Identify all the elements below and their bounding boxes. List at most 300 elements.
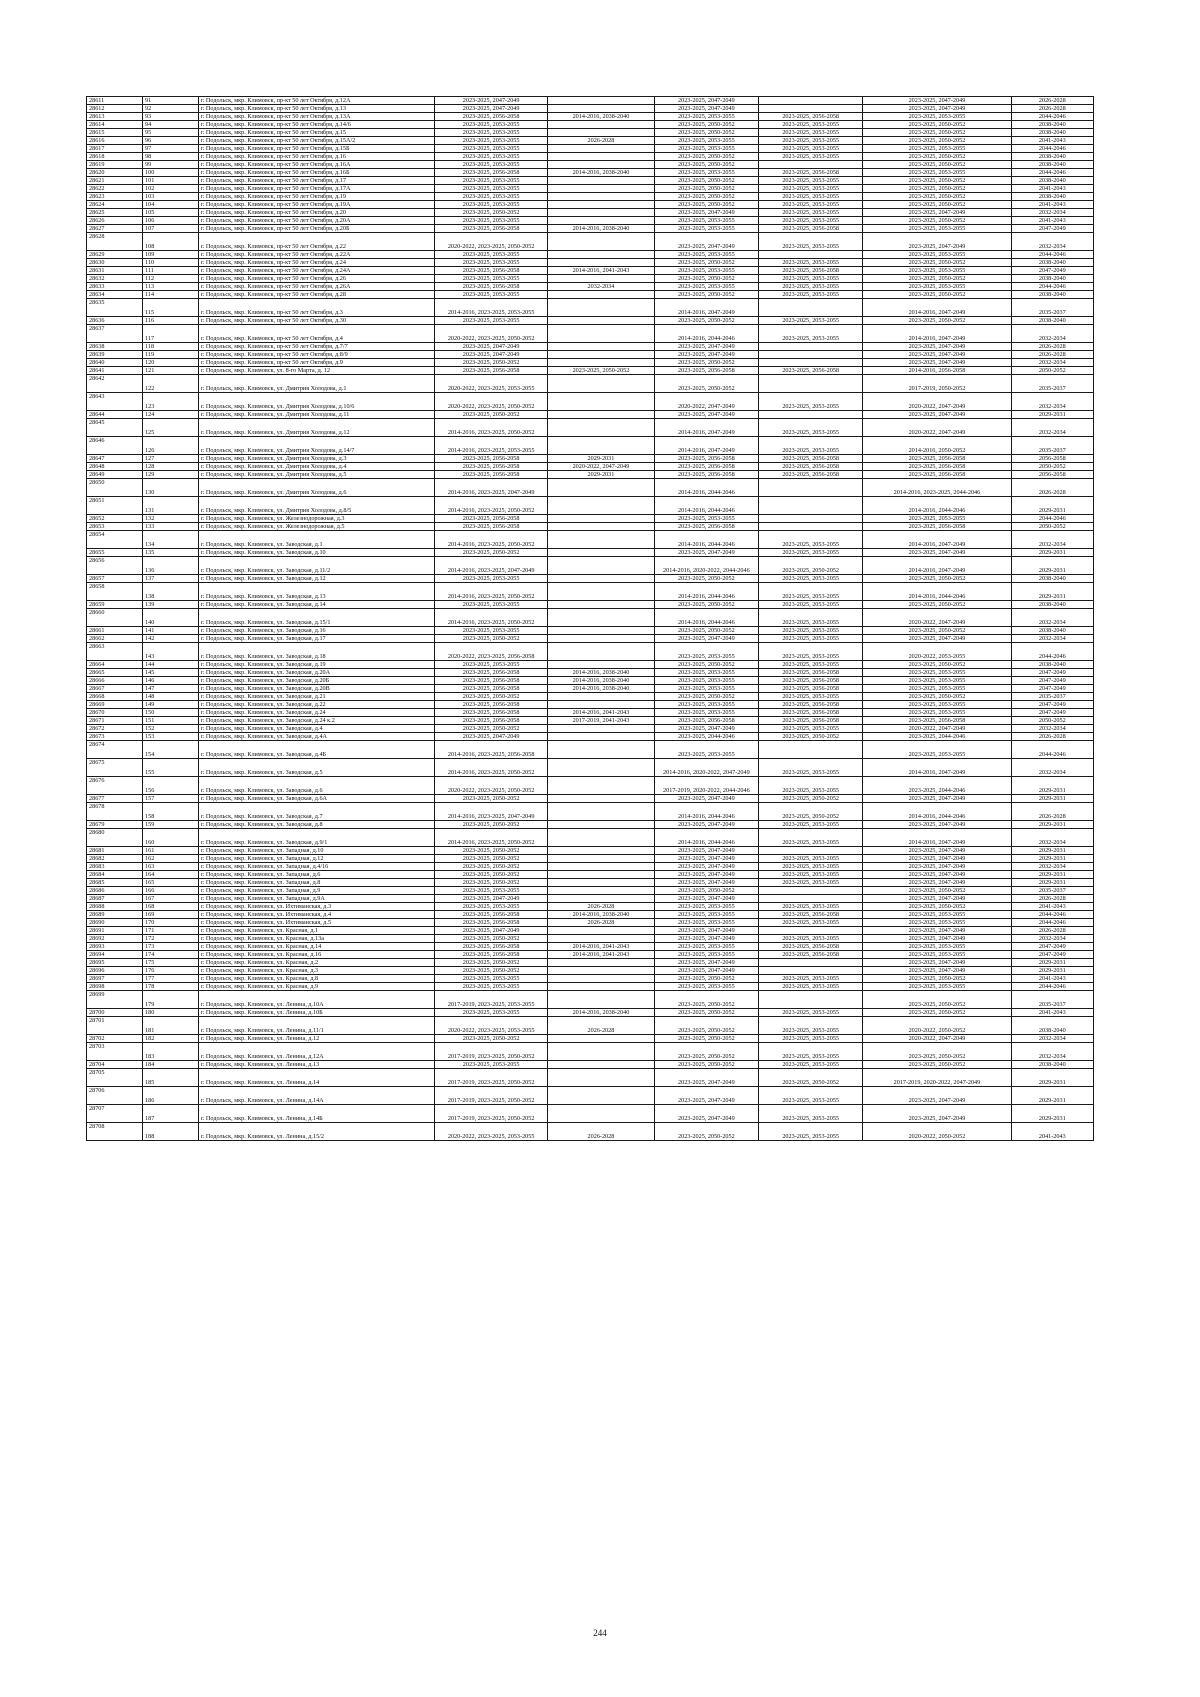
period-4-cell: 2023-2025, 2053-2055: [759, 325, 863, 343]
table-row: [87, 685, 1094, 693]
final-period-cell: 2029-2031: [1011, 967, 1093, 975]
period-3-cell: 2023-2025, 2050-2052: [654, 177, 758, 185]
period-3-cell: 2023-2025, 2047-2049: [654, 855, 758, 863]
row-number-cell: 182: [143, 1035, 199, 1043]
row-id-cell: 28706: [87, 1087, 143, 1105]
period-1-cell: 2023-2025, 2056-2058: [435, 113, 548, 121]
period-4-cell: 2023-2025, 2056-2058: [759, 455, 863, 463]
table-row: [87, 471, 1094, 479]
row-number-cell: 181: [143, 1017, 199, 1035]
final-period-cell: 2047-2049: [1011, 267, 1093, 275]
period-4-cell: 2023-2025, 2053-2055: [759, 201, 863, 209]
period-1-cell: 2023-2025, 2056-2058: [435, 169, 548, 177]
address-cell: г. Подольск, мкр. Климовск, ул. Красная, д.1: [199, 927, 435, 935]
row-id-cell: 28636: [87, 317, 143, 325]
period-4-cell: 2023-2025, 2053-2055: [759, 635, 863, 643]
period-5-cell: 2023-2025, 2050-2052: [863, 153, 1011, 161]
period-1-cell: 2023-2025, 2050-2052: [435, 635, 548, 643]
period-5-cell: 2023-2025, 2044-2046: [863, 733, 1011, 741]
row-number-cell: 92: [143, 105, 199, 113]
period-5-cell: 2023-2025, 2047-2049: [863, 1105, 1011, 1123]
period-5-cell: 2017-2019, 2050-2052: [863, 375, 1011, 393]
table-row: [87, 871, 1094, 879]
period-2-cell: [548, 635, 655, 643]
period-2-cell: [548, 725, 655, 733]
address-cell: г. Подольск, мкр. Климовск, пр-кт 50 лет Октября, д.4: [199, 325, 435, 343]
period-3-cell: 2014-2016, 2044-2046: [654, 325, 758, 343]
row-id-cell: 28613: [87, 113, 143, 121]
table-row: [87, 1123, 1094, 1141]
row-number-cell: 166: [143, 887, 199, 895]
period-1-cell: 2023-2025, 2053-2055: [435, 217, 548, 225]
row-id-cell: 28614: [87, 121, 143, 129]
final-period-cell: 2044-2046: [1011, 741, 1093, 759]
period-5-cell: 2023-2025, 2053-2055: [863, 225, 1011, 233]
period-2-cell: [548, 153, 655, 161]
period-2-cell: [548, 777, 655, 795]
period-5-cell: 2023-2025, 2053-2055: [863, 669, 1011, 677]
row-id-cell: 28700: [87, 1009, 143, 1017]
period-3-cell: 2023-2025, 2053-2055: [654, 741, 758, 759]
period-4-cell: 2023-2025, 2053-2055: [759, 185, 863, 193]
period-1-cell: 2017-2019, 2023-2025, 2050-2052: [435, 1069, 548, 1087]
final-period-cell: 2035-2037: [1011, 437, 1093, 455]
row-number-cell: 138: [143, 583, 199, 601]
period-3-cell: 2023-2025, 2050-2052: [654, 317, 758, 325]
period-5-cell: 2023-2025, 2047-2049: [863, 847, 1011, 855]
period-5-cell: 2023-2025, 2047-2049: [863, 351, 1011, 359]
period-4-cell: 2023-2025, 2053-2055: [759, 759, 863, 777]
period-1-cell: 2023-2025, 2053-2055: [435, 251, 548, 259]
period-1-cell: 2023-2025, 2053-2055: [435, 193, 548, 201]
period-4-cell: 2023-2025, 2053-2055: [759, 855, 863, 863]
period-1-cell: 2014-2016, 2023-2025, 2053-2055: [435, 437, 548, 455]
row-number-cell: 154: [143, 741, 199, 759]
row-id-cell: 28612: [87, 105, 143, 113]
address-cell: г. Подольск, мкр. Климовск, ул. Заводская, д.22: [199, 701, 435, 709]
final-period-cell: 2044-2046: [1011, 251, 1093, 259]
period-2-cell: [548, 583, 655, 601]
period-3-cell: 2023-2025, 2050-2052: [654, 693, 758, 701]
period-3-cell: 2023-2025, 2050-2052: [654, 161, 758, 169]
address-cell: г. Подольск, мкр. Климовск, ул. 8-го Марта, д. 12: [199, 367, 435, 375]
period-4-cell: 2023-2025, 2053-2055: [759, 283, 863, 291]
final-period-cell: 2026-2028: [1011, 351, 1093, 359]
period-5-cell: 2020-2022, 2050-2052: [863, 1123, 1011, 1141]
period-4-cell: 2023-2025, 2050-2052: [759, 557, 863, 575]
table-row: [87, 847, 1094, 855]
period-5-cell: 2023-2025, 2047-2049: [863, 343, 1011, 351]
address-cell: г. Подольск, мкр. Климовск, ул. Заводская, д.5: [199, 759, 435, 777]
period-5-cell: 2023-2025, 2053-2055: [863, 701, 1011, 709]
row-id-cell: 28615: [87, 129, 143, 137]
period-4-cell: [759, 967, 863, 975]
table-row: [87, 967, 1094, 975]
row-id-cell: 28640: [87, 359, 143, 367]
row-number-cell: 186: [143, 1087, 199, 1105]
period-4-cell: 2023-2025, 2053-2055: [759, 259, 863, 267]
period-3-cell: 2023-2025, 2047-2049: [654, 863, 758, 871]
period-2-cell: [548, 375, 655, 393]
row-number-cell: 112: [143, 275, 199, 283]
period-2-cell: [548, 1043, 655, 1061]
period-4-cell: 2023-2025, 2053-2055: [759, 317, 863, 325]
period-2-cell: [548, 351, 655, 359]
row-number-cell: 142: [143, 635, 199, 643]
period-2-cell: [548, 1035, 655, 1043]
table-row: [87, 927, 1094, 935]
period-2-cell: [548, 847, 655, 855]
period-1-cell: 2023-2025, 2050-2052: [435, 1035, 548, 1043]
period-3-cell: 2014-2016, 2044-2046: [654, 609, 758, 627]
period-5-cell: 2014-2016, 2047-2049: [863, 531, 1011, 549]
period-2-cell: [548, 497, 655, 515]
row-number-cell: 127: [143, 455, 199, 463]
table-row: [87, 193, 1094, 201]
final-period-cell: 2029-2031: [1011, 847, 1093, 855]
table-row: [87, 153, 1094, 161]
period-2-cell: [548, 803, 655, 821]
period-3-cell: 2023-2025, 2050-2052: [654, 887, 758, 895]
period-3-cell: 2023-2025, 2047-2049: [654, 549, 758, 557]
period-3-cell: 2023-2025, 2050-2052: [654, 661, 758, 669]
final-period-cell: 2032-2034: [1011, 233, 1093, 251]
period-5-cell: 2023-2025, 2047-2049: [863, 635, 1011, 643]
row-number-cell: 145: [143, 669, 199, 677]
table-row: [87, 291, 1094, 299]
period-3-cell: 2023-2025, 2047-2049: [654, 967, 758, 975]
period-2-cell: [548, 601, 655, 609]
period-5-cell: 2023-2025, 2050-2052: [863, 201, 1011, 209]
final-period-cell: 2044-2046: [1011, 169, 1093, 177]
table-row: [87, 855, 1094, 863]
row-id-cell: 28652: [87, 515, 143, 523]
table-row: [87, 1061, 1094, 1069]
row-id-cell: 28663: [87, 643, 143, 661]
table-row: [87, 575, 1094, 583]
period-4-cell: 2023-2025, 2053-2055: [759, 725, 863, 733]
row-id-cell: 28697: [87, 975, 143, 983]
period-1-cell: 2023-2025, 2050-2052: [435, 863, 548, 871]
row-id-cell: 28629: [87, 251, 143, 259]
period-1-cell: 2023-2025, 2047-2049: [435, 895, 548, 903]
row-number-cell: 116: [143, 317, 199, 325]
final-period-cell: 2041-2043: [1011, 185, 1093, 193]
table-row: [87, 935, 1094, 943]
address-cell: г. Подольск, мкр. Климовск, ул. Заводская, д.12: [199, 575, 435, 583]
table-row: [87, 1043, 1094, 1061]
address-cell: г. Подольск, мкр. Климовск, ул. Заводская, д.14: [199, 601, 435, 609]
period-1-cell: 2023-2025, 2056-2058: [435, 471, 548, 479]
period-2-cell: [548, 1061, 655, 1069]
row-id-cell: 28704: [87, 1061, 143, 1069]
table-row: [87, 479, 1094, 497]
row-id-cell: 28674: [87, 741, 143, 759]
row-number-cell: 176: [143, 967, 199, 975]
table-row: [87, 121, 1094, 129]
address-cell: г. Подольск, мкр. Климовск, ул. Заводская, д.4Б: [199, 741, 435, 759]
final-period-cell: 2047-2049: [1011, 709, 1093, 717]
final-period-cell: 2050-2052: [1011, 367, 1093, 375]
period-2-cell: [548, 121, 655, 129]
period-3-cell: 2023-2025, 2047-2049: [654, 105, 758, 113]
period-3-cell: 2023-2025, 2050-2052: [654, 291, 758, 299]
period-5-cell: 2023-2025, 2050-2052: [863, 627, 1011, 635]
period-2-cell: [548, 325, 655, 343]
period-5-cell: 2023-2025, 2050-2052: [863, 1043, 1011, 1061]
row-id-cell: 28699: [87, 991, 143, 1009]
address-cell: г. Подольск, мкр. Климовск, ул. Заводская, д.6А: [199, 795, 435, 803]
period-3-cell: 2023-2025, 2053-2055: [654, 267, 758, 275]
final-period-cell: 2044-2046: [1011, 643, 1093, 661]
row-id-cell: 28683: [87, 863, 143, 871]
period-1-cell: 2023-2025, 2053-2055: [435, 201, 548, 209]
row-id-cell: 28618: [87, 153, 143, 161]
period-5-cell: 2023-2025, 2047-2049: [863, 233, 1011, 251]
address-cell: г. Подольск, мкр. Климовск, ул. Заводская, д.19: [199, 661, 435, 669]
period-3-cell: 2023-2025, 2047-2049: [654, 209, 758, 217]
period-1-cell: 2023-2025, 2047-2049: [435, 343, 548, 351]
period-5-cell: 2023-2025, 2050-2052: [863, 903, 1011, 911]
table-row: [87, 367, 1094, 375]
period-4-cell: 2023-2025, 2053-2055: [759, 1043, 863, 1061]
address-cell: г. Подольск, мкр. Климовск, ул. Ленина, д.14: [199, 1069, 435, 1087]
period-3-cell: 2023-2025, 2053-2055: [654, 217, 758, 225]
period-1-cell: 2020-2022, 2023-2025, 2053-2055: [435, 375, 548, 393]
period-5-cell: 2023-2025, 2053-2055: [863, 951, 1011, 959]
address-cell: г. Подольск, мкр. Климовск, ул. Красная, д.13а: [199, 935, 435, 943]
table-row: [87, 419, 1094, 437]
row-id-cell: 28650: [87, 479, 143, 497]
period-1-cell: 2023-2025, 2056-2058: [435, 283, 548, 291]
row-number-cell: 155: [143, 759, 199, 777]
period-4-cell: [759, 105, 863, 113]
period-1-cell: 2020-2022, 2023-2025, 2053-2055: [435, 1123, 548, 1141]
period-4-cell: [759, 299, 863, 317]
period-5-cell: 2014-2016, 2044-2046: [863, 497, 1011, 515]
period-3-cell: 2023-2025, 2050-2052: [654, 375, 758, 393]
period-3-cell: 2023-2025, 2050-2052: [654, 627, 758, 635]
period-1-cell: 2023-2025, 2047-2049: [435, 105, 548, 113]
period-2-cell: [548, 863, 655, 871]
final-period-cell: 2029-2031: [1011, 1069, 1093, 1087]
row-number-cell: 151: [143, 717, 199, 725]
row-id-cell: 28657: [87, 575, 143, 583]
row-id-cell: 28687: [87, 895, 143, 903]
register-table: [86, 96, 1094, 1141]
final-period-cell: 2032-2034: [1011, 829, 1093, 847]
period-2-cell: [548, 557, 655, 575]
row-id-cell: 28622: [87, 185, 143, 193]
address-cell: г. Подольск, мкр. Климовск, ул. Ленина, д.10А: [199, 991, 435, 1009]
period-3-cell: 2023-2025, 2053-2055: [654, 251, 758, 259]
final-period-cell: 2029-2031: [1011, 795, 1093, 803]
period-2-cell: [548, 759, 655, 777]
period-1-cell: 2023-2025, 2047-2049: [435, 351, 548, 359]
address-cell: г. Подольск, мкр. Климовск, пр-кт 50 лет Октября, д.20Б: [199, 225, 435, 233]
period-4-cell: 2023-2025, 2056-2058: [759, 717, 863, 725]
period-4-cell: 2023-2025, 2053-2055: [759, 1123, 863, 1141]
period-3-cell: 2023-2025, 2053-2055: [654, 169, 758, 177]
period-1-cell: 2023-2025, 2056-2058: [435, 701, 548, 709]
period-3-cell: 2023-2025, 2047-2049: [654, 635, 758, 643]
row-id-cell: 28684: [87, 871, 143, 879]
period-4-cell: 2023-2025, 2050-2052: [759, 733, 863, 741]
row-number-cell: 156: [143, 777, 199, 795]
final-period-cell: 2029-2031: [1011, 871, 1093, 879]
final-period-cell: 2044-2046: [1011, 113, 1093, 121]
row-id-cell: 28631: [87, 267, 143, 275]
period-2-cell: [548, 627, 655, 635]
final-period-cell: 2032-2034: [1011, 1043, 1093, 1061]
period-4-cell: 2023-2025, 2053-2055: [759, 531, 863, 549]
final-period-cell: 2041-2043: [1011, 975, 1093, 983]
period-2-cell: 2014-2016, 2038-2040: [548, 911, 655, 919]
period-1-cell: 2023-2025, 2050-2052: [435, 359, 548, 367]
row-number-cell: 111: [143, 267, 199, 275]
period-3-cell: 2023-2025, 2047-2049: [654, 97, 758, 105]
period-5-cell: 2023-2025, 2050-2052: [863, 193, 1011, 201]
period-1-cell: 2023-2025, 2053-2055: [435, 601, 548, 609]
row-number-cell: 165: [143, 879, 199, 887]
period-3-cell: 2023-2025, 2050-2052: [654, 201, 758, 209]
row-id-cell: 28675: [87, 759, 143, 777]
period-4-cell: 2023-2025, 2053-2055: [759, 1017, 863, 1035]
period-1-cell: 2023-2025, 2050-2052: [435, 725, 548, 733]
address-cell: г. Подольск, мкр. Климовск, ул. Заводская, д.4А: [199, 733, 435, 741]
row-id-cell: 28664: [87, 661, 143, 669]
period-5-cell: 2017-2019, 2020-2022, 2047-2049: [863, 1069, 1011, 1087]
address-cell: г. Подольск, мкр. Климовск, ул. Заводская, д.15/1: [199, 609, 435, 627]
period-1-cell: 2023-2025, 2053-2055: [435, 903, 548, 911]
row-number-cell: 183: [143, 1043, 199, 1061]
period-1-cell: 2023-2025, 2050-2052: [435, 935, 548, 943]
table-row: [87, 549, 1094, 557]
row-number-cell: 164: [143, 871, 199, 879]
row-number-cell: 146: [143, 677, 199, 685]
address-cell: г. Подольск, мкр. Климовск, ул. Дмитрия Холодова, д.1: [199, 375, 435, 393]
page-number: 244: [593, 1628, 607, 1638]
table-row: [87, 863, 1094, 871]
address-cell: г. Подольск, мкр. Климовск, ул. Заводская, д.20В: [199, 685, 435, 693]
period-4-cell: 2023-2025, 2053-2055: [759, 601, 863, 609]
address-cell: г. Подольск, мкр. Климовск, ул. Красная, д.2: [199, 959, 435, 967]
address-cell: г. Подольск, мкр. Климовск, ул. Ихтиманская, д.5: [199, 919, 435, 927]
row-number-cell: 102: [143, 185, 199, 193]
period-4-cell: 2023-2025, 2053-2055: [759, 935, 863, 943]
row-number-cell: 141: [143, 627, 199, 635]
period-2-cell: [548, 887, 655, 895]
period-2-cell: [548, 359, 655, 367]
address-cell: г. Подольск, мкр. Климовск, ул. Заводская, д.24: [199, 709, 435, 717]
final-period-cell: 2035-2037: [1011, 299, 1093, 317]
period-5-cell: 2023-2025, 2047-2049: [863, 209, 1011, 217]
period-4-cell: 2023-2025, 2056-2058: [759, 709, 863, 717]
period-1-cell: 2023-2025, 2047-2049: [435, 927, 548, 935]
row-number-cell: 140: [143, 609, 199, 627]
row-id-cell: 28624: [87, 201, 143, 209]
period-5-cell: 2023-2025, 2056-2058: [863, 523, 1011, 531]
period-4-cell: 2023-2025, 2053-2055: [759, 829, 863, 847]
row-number-cell: 160: [143, 829, 199, 847]
period-2-cell: [548, 317, 655, 325]
row-id-cell: 28701: [87, 1017, 143, 1035]
period-4-cell: 2023-2025, 2056-2058: [759, 701, 863, 709]
final-period-cell: 2041-2043: [1011, 217, 1093, 225]
period-5-cell: 2023-2025, 2047-2049: [863, 927, 1011, 935]
period-5-cell: 2023-2025, 2050-2052: [863, 1061, 1011, 1069]
period-5-cell: 2023-2025, 2047-2049: [863, 105, 1011, 113]
period-4-cell: 2023-2025, 2056-2058: [759, 367, 863, 375]
table-row: [87, 1087, 1094, 1105]
period-1-cell: 2023-2025, 2053-2055: [435, 177, 548, 185]
row-number-cell: 96: [143, 137, 199, 145]
period-4-cell: 2023-2025, 2050-2052: [759, 803, 863, 821]
final-period-cell: 2047-2049: [1011, 701, 1093, 709]
address-cell: г. Подольск, мкр. Климовск, пр-кт 50 лет Октября, д.14/6: [199, 121, 435, 129]
period-4-cell: [759, 927, 863, 935]
row-number-cell: 122: [143, 375, 199, 393]
period-5-cell: 2023-2025, 2050-2052: [863, 291, 1011, 299]
address-cell: г. Подольск, мкр. Климовск, ул. Дмитрия Холодова, д.12: [199, 419, 435, 437]
period-2-cell: 2023-2025, 2050-2052: [548, 367, 655, 375]
period-1-cell: 2014-2016, 2023-2025, 2050-2052: [435, 419, 548, 437]
period-3-cell: 2014-2016, 2044-2046: [654, 531, 758, 549]
period-2-cell: [548, 515, 655, 523]
row-id-cell: 28620: [87, 169, 143, 177]
period-1-cell: 2023-2025, 2053-2055: [435, 161, 548, 169]
address-cell: г. Подольск, мкр. Климовск, ул. Заводская, д.20Б: [199, 677, 435, 685]
period-1-cell: 2023-2025, 2053-2055: [435, 983, 548, 991]
period-3-cell: 2023-2025, 2050-2052: [654, 129, 758, 137]
table-row: [87, 283, 1094, 291]
final-period-cell: 2035-2037: [1011, 375, 1093, 393]
row-number-cell: 121: [143, 367, 199, 375]
address-cell: г. Подольск, мкр. Климовск, пр-кт 50 лет Октября, д.15А/2: [199, 137, 435, 145]
table-row: [87, 113, 1094, 121]
address-cell: г. Подольск, мкр. Климовск, ул. Заводская, д.21: [199, 693, 435, 701]
period-5-cell: 2023-2025, 2053-2055: [863, 145, 1011, 153]
register-table-body: [87, 97, 1094, 1141]
address-cell: г. Подольск, мкр. Климовск, ул. Заводская, д.24 к.2: [199, 717, 435, 725]
period-3-cell: 2023-2025, 2053-2055: [654, 709, 758, 717]
period-3-cell: 2023-2025, 2047-2049: [654, 879, 758, 887]
period-3-cell: 2023-2025, 2047-2049: [654, 847, 758, 855]
table-row: [87, 299, 1094, 317]
table-row: [87, 951, 1094, 959]
period-3-cell: 2023-2025, 2053-2055: [654, 685, 758, 693]
period-2-cell: [548, 643, 655, 661]
period-1-cell: 2023-2025, 2056-2058: [435, 523, 548, 531]
period-2-cell: [548, 1087, 655, 1105]
period-3-cell: 2014-2016, 2020-2022, 2047-2049: [654, 759, 758, 777]
row-id-cell: 28611: [87, 97, 143, 105]
table-row: [87, 1069, 1094, 1087]
period-2-cell: 2017-2019, 2041-2043: [548, 717, 655, 725]
period-2-cell: [548, 185, 655, 193]
period-3-cell: 2023-2025, 2050-2052: [654, 259, 758, 267]
address-cell: г. Подольск, мкр. Климовск, ул. Дмитрия Холодова, д.6: [199, 479, 435, 497]
period-1-cell: 2023-2025, 2056-2058: [435, 685, 548, 693]
final-period-cell: 2032-2034: [1011, 359, 1093, 367]
address-cell: г. Подольск, мкр. Климовск, пр-кт 50 лет Октября, д.30: [199, 317, 435, 325]
period-3-cell: 2023-2025, 2050-2052: [654, 975, 758, 983]
period-4-cell: 2023-2025, 2053-2055: [759, 129, 863, 137]
period-1-cell: 2023-2025, 2053-2055: [435, 121, 548, 129]
row-number-cell: 125: [143, 419, 199, 437]
row-id-cell: 28639: [87, 351, 143, 359]
address-cell: г. Подольск, мкр. Климовск, пр-кт 50 лет Октября, д.20: [199, 209, 435, 217]
